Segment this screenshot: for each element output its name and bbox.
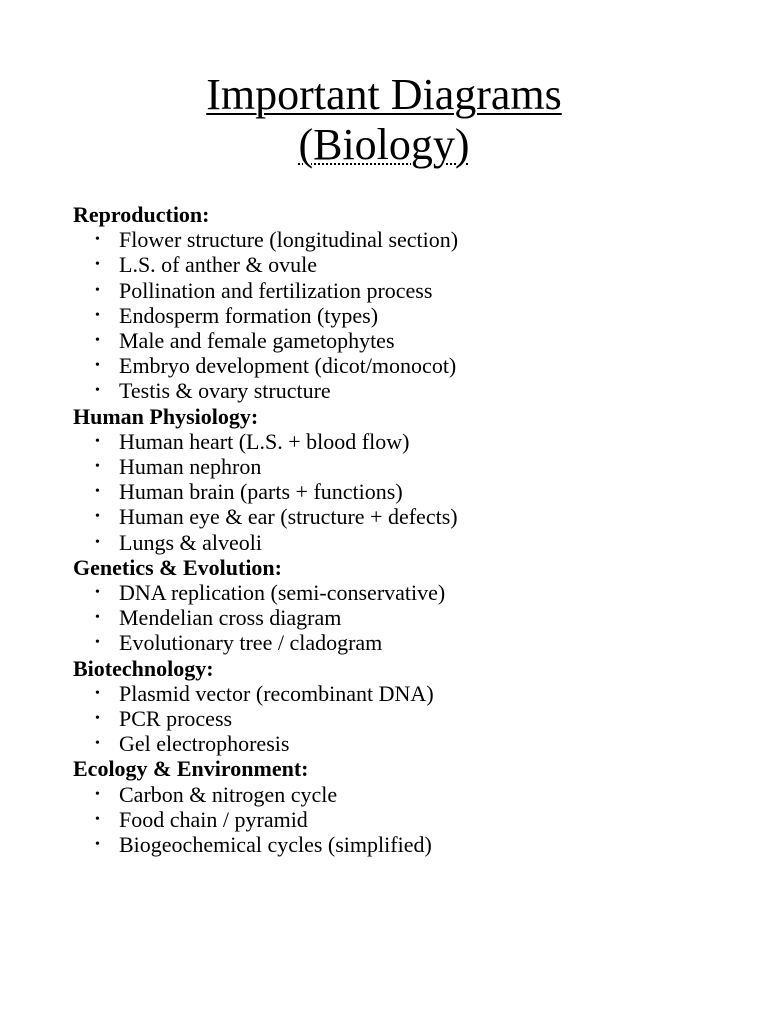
bullet-icon: •	[95, 610, 100, 626]
item-text: Human eye & ear (structure + defects)	[119, 504, 458, 530]
list-item	[73, 454, 733, 479]
bullet-icon: •	[95, 786, 100, 802]
section-human-physiology	[73, 404, 733, 555]
item-text: Carbon & nitrogen cycle	[119, 781, 338, 807]
item-text: Embryo development (dicot/monocot)	[119, 353, 457, 379]
bullet-icon: •	[95, 459, 100, 475]
bullet-icon: •	[95, 635, 100, 651]
item-text: Gel electrophoresis	[119, 731, 290, 757]
item-list	[73, 227, 733, 403]
item-text: Endosperm formation (types)	[119, 302, 379, 328]
bullet-icon: •	[95, 383, 100, 399]
item-text: Evolutionary tree / cladogram	[119, 630, 383, 656]
list-item	[73, 807, 733, 832]
item-text: Testis & ovary structure	[119, 378, 331, 404]
bullet-icon: •	[95, 736, 100, 752]
list-item	[73, 605, 733, 630]
list-item	[73, 832, 733, 857]
list-item	[73, 530, 733, 555]
bullet-icon: •	[95, 358, 100, 374]
list-item	[73, 782, 733, 807]
section-genetics-evolution	[73, 555, 733, 656]
list-item	[73, 731, 733, 756]
list-item	[73, 681, 733, 706]
list-item	[73, 378, 733, 403]
list-item	[73, 630, 733, 655]
item-text: Mendelian cross diagram	[119, 605, 342, 631]
item-list	[73, 782, 733, 858]
section-heading: Biotechnology:	[73, 655, 214, 681]
diagram-list	[73, 202, 733, 857]
item-text: Plasmid vector (recombinant DNA)	[119, 680, 434, 706]
item-text: Male and female gametophytes	[119, 328, 395, 354]
list-item	[73, 252, 733, 277]
list-item	[73, 504, 733, 529]
list-item	[73, 278, 733, 303]
section-reproduction	[73, 202, 733, 404]
bullet-icon: •	[95, 257, 100, 273]
item-list	[73, 681, 733, 757]
item-text: Human nephron	[119, 454, 262, 480]
page-title	[0, 70, 768, 170]
title-line-2: (Biology)	[298, 120, 470, 169]
item-text: Human heart (L.S. + blood flow)	[119, 428, 410, 454]
item-text: DNA replication (semi-conservative)	[119, 580, 446, 606]
bullet-icon: •	[95, 232, 100, 248]
section-heading: Human Physiology:	[73, 403, 259, 429]
list-item	[73, 328, 733, 353]
item-text: Food chain / pyramid	[119, 806, 308, 832]
bullet-icon: •	[95, 685, 100, 701]
bullet-icon: •	[95, 509, 100, 525]
item-text: Human brain (parts + functions)	[119, 479, 403, 505]
section-biotechnology	[73, 656, 733, 757]
bullet-icon: •	[95, 282, 100, 298]
list-item	[73, 580, 733, 605]
section-heading: Genetics & Evolution:	[73, 554, 282, 580]
bullet-icon: •	[95, 585, 100, 601]
list-item	[73, 429, 733, 454]
bullet-icon: •	[95, 811, 100, 827]
item-list	[73, 429, 733, 555]
bullet-icon: •	[95, 484, 100, 500]
list-item	[73, 479, 733, 504]
item-text: Flower structure (longitudinal section)	[119, 227, 459, 253]
bullet-icon: •	[95, 307, 100, 323]
item-text: Biogeochemical cycles (simplified)	[119, 832, 432, 858]
section-ecology-environment	[73, 756, 733, 857]
bullet-icon: •	[95, 433, 100, 449]
section-heading: Reproduction:	[73, 202, 210, 227]
list-item	[73, 303, 733, 328]
item-list	[73, 580, 733, 656]
bullet-icon: •	[95, 333, 100, 349]
item-text: Pollination and fertilization process	[119, 277, 433, 303]
item-text: Lungs & alveoli	[119, 529, 262, 555]
bullet-icon: •	[95, 711, 100, 727]
title-line-1: Important Diagrams	[206, 70, 562, 119]
item-text: PCR process	[119, 706, 233, 732]
list-item	[73, 353, 733, 378]
section-heading: Ecology & Environment:	[73, 756, 309, 782]
list-item	[73, 227, 733, 252]
item-text: L.S. of anther & ovule	[119, 252, 317, 278]
bullet-icon: •	[95, 837, 100, 853]
bullet-icon: •	[95, 534, 100, 550]
list-item	[73, 706, 733, 731]
